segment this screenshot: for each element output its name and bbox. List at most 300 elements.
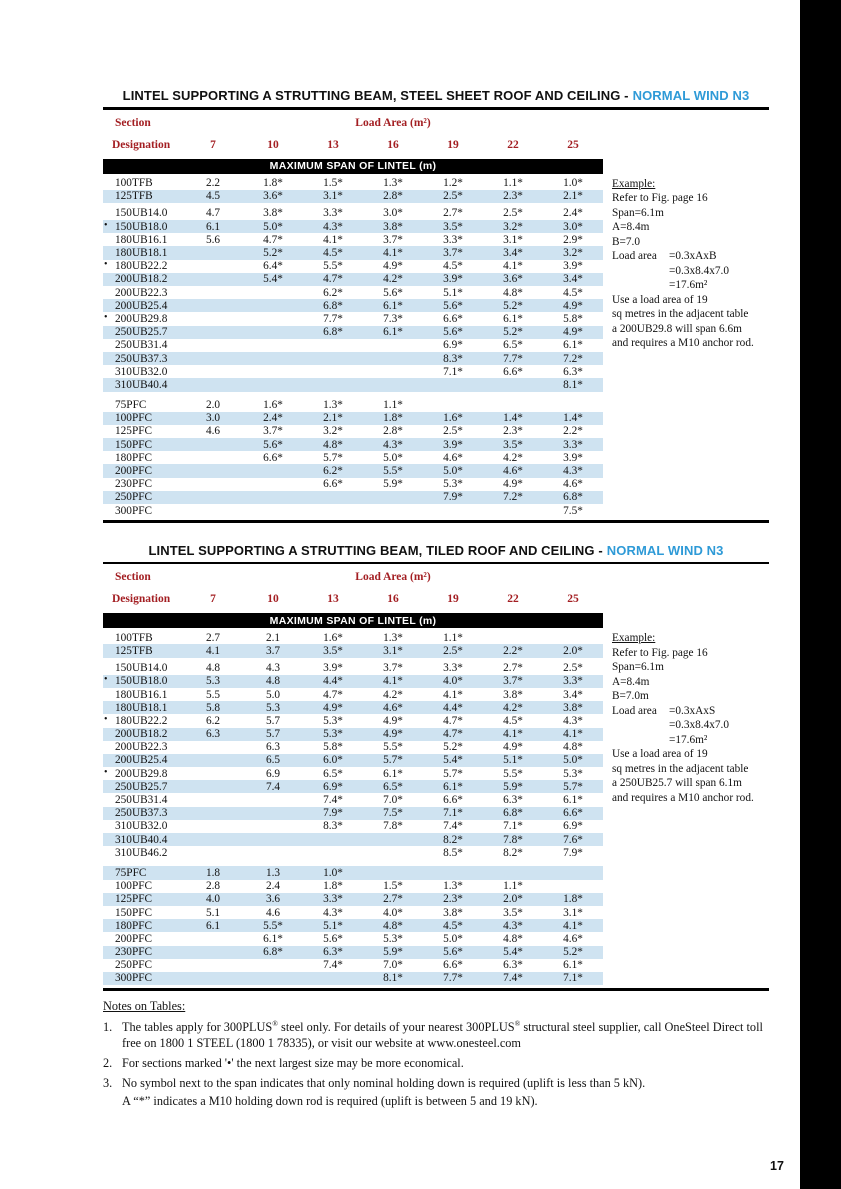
span-value-cell: 6.5*: [383, 780, 403, 793]
section-designation-cell: [103, 234, 183, 246]
span-value-cell: 3.9*: [563, 260, 583, 273]
section-name: 230PFC: [115, 478, 153, 491]
load-area-column-value: 7: [210, 593, 216, 606]
span-value-cell: 5.5*: [503, 767, 523, 780]
table-row: [103, 714, 603, 727]
span-value-cell: 4.6*: [443, 451, 463, 464]
section-name: 180UB22.2: [115, 260, 168, 273]
load-area-column-value: 19: [447, 138, 459, 151]
table-row: [103, 662, 603, 675]
span-value-cell: 6.5*: [503, 339, 523, 352]
span-value-cell: 5.3*: [443, 478, 463, 491]
span-value-cell: 4.4*: [323, 675, 343, 688]
span-value-cell: 3.3*: [563, 675, 583, 688]
note-number: 2.: [103, 1055, 113, 1070]
span-value-cell: 4.2*: [503, 701, 523, 714]
section-designation-cell: [103, 645, 183, 657]
span-value-cell: 5.5*: [263, 919, 283, 932]
table-row: [103, 866, 603, 879]
span-value-cell: 7.2*: [563, 352, 583, 365]
span-value-cell: 5.1: [205, 906, 221, 919]
span-value-cell: 6.8*: [503, 807, 523, 820]
section-name: 125TFB: [115, 190, 153, 203]
span-value-cell: 7.5*: [383, 807, 403, 820]
span-value-cell: 3.0*: [563, 220, 583, 233]
section-name: 150UB18.0: [115, 220, 168, 233]
section-designation-cell: [103, 820, 183, 832]
section-name: 310UB32.0: [115, 820, 168, 833]
span-value-cell: 5.5*: [383, 741, 403, 754]
section-name: 250UB31.4: [115, 794, 168, 807]
row-group: [103, 866, 769, 985]
span-value-cell: 2.8*: [383, 425, 403, 438]
table-row: [103, 299, 603, 312]
load-area-label: Load Area (m²): [355, 116, 431, 129]
span-value-cell: 1.5*: [383, 880, 403, 893]
table-row: [103, 754, 603, 767]
span-value-cell: 7.0*: [383, 794, 403, 807]
span-value-cell: 3.6*: [263, 190, 283, 203]
span-value-cell: 5.4*: [263, 273, 283, 286]
span-value-cell: 4.1: [205, 644, 221, 657]
span-value-cell: 1.5*: [323, 177, 343, 190]
span-value-cell: 5.3: [265, 701, 281, 714]
example-line: =0.3x8.4x7.0: [669, 264, 730, 277]
span-value-cell: 4.7*: [323, 688, 343, 701]
section-designation-cell: [103, 353, 183, 365]
table-row: [103, 491, 603, 504]
span-value-cell: 1.8*: [323, 880, 343, 893]
span-value-cell: 4.2*: [383, 273, 403, 286]
section-designation-cell: [103, 287, 183, 299]
span-value-cell: 8.2*: [443, 833, 463, 846]
section-designation-cell: [103, 247, 183, 259]
span-value-cell: 3.0: [205, 412, 221, 425]
section-column-label: Section: [115, 571, 151, 584]
span-value-cell: 4.6: [205, 425, 221, 438]
section-designation-cell: [103, 867, 183, 879]
table-row: [103, 675, 603, 688]
span-value-cell: 6.9*: [323, 780, 343, 793]
table-row: [103, 972, 603, 985]
table-title: [103, 543, 769, 558]
section-designation-cell: [103, 662, 183, 674]
section-designation-cell: [103, 632, 183, 644]
span-value-cell: 5.2*: [563, 946, 583, 959]
span-value-cell: 6.1*: [383, 299, 403, 312]
section-designation-cell: [103, 326, 183, 338]
span-value-cell: 5.0*: [383, 451, 403, 464]
section-name: 150UB18.0: [115, 675, 168, 688]
span-value-cell: 4.2*: [503, 451, 523, 464]
span-value-cell: 3.9*: [443, 273, 463, 286]
section-designation-cell: [103, 505, 183, 517]
span-value-cell: 3.5*: [443, 220, 463, 233]
table-row: [103, 286, 603, 299]
section-designation-cell: [103, 177, 183, 189]
example-line: B=7.0: [612, 235, 641, 248]
table-title-wind-label: NORMAL WIND N3: [606, 542, 724, 558]
span-value-cell: 5.6: [205, 233, 221, 246]
span-value-cell: 5.2*: [263, 247, 283, 260]
table-row: [103, 631, 603, 644]
section-name: 200UB18.2: [115, 273, 168, 286]
table-row: [103, 312, 603, 325]
economy-bullet-marker: •: [104, 766, 108, 778]
table-row: [103, 793, 603, 806]
span-value-cell: 3.9*: [443, 438, 463, 451]
span-value-cell: 3.2*: [323, 425, 343, 438]
table-row: [103, 932, 603, 945]
span-value-cell: 3.4*: [503, 247, 523, 260]
span-value-cell: 4.5*: [443, 260, 463, 273]
section-name: 180PFC: [115, 919, 153, 932]
example-line: =0.3x8.4x7.0: [669, 719, 730, 732]
span-value-cell: 5.6*: [323, 932, 343, 945]
span-value-cell: 2.0*: [503, 893, 523, 906]
span-value-cell: 5.0*: [563, 754, 583, 767]
table-row: [103, 906, 603, 919]
span-value-cell: 3.2*: [503, 220, 523, 233]
span-value-cell: 2.9*: [563, 233, 583, 246]
table-title-text: LINTEL SUPPORTING A STRUTTING BEAM, STEEL SHEET ROOF AND CEILING -: [122, 88, 629, 103]
table-row: [103, 425, 603, 438]
span-value-cell: 3.5*: [503, 906, 523, 919]
section-designation-cell: [103, 675, 183, 687]
section-name: 200PFC: [115, 465, 153, 478]
example-eq-label: Load area: [612, 250, 657, 262]
span-value-cell: 4.1*: [563, 728, 583, 741]
span-value-cell: 4.6: [265, 906, 281, 919]
load-area-columns: [183, 139, 603, 151]
page-number: 17: [770, 1159, 784, 1173]
span-value-cell: 1.3*: [443, 880, 463, 893]
section-name: 250UB25.7: [115, 780, 168, 793]
span-value-cell: 5.0: [265, 688, 281, 701]
span-value-cell: 5.6*: [443, 326, 463, 339]
span-value-cell: 1.8*: [383, 412, 403, 425]
span-value-cell: 4.5*: [323, 247, 343, 260]
span-value-cell: 6.1*: [503, 312, 523, 325]
table-row: [103, 339, 603, 352]
designation-column-label: Designation: [112, 138, 171, 151]
section-designation-cell: [103, 794, 183, 806]
span-value-cell: 4.8*: [383, 919, 403, 932]
section-name: 75PFC: [115, 866, 147, 879]
section-name: 310UB40.4: [115, 378, 168, 391]
span-value-cell: 7.9*: [323, 807, 343, 820]
table-row: [103, 833, 603, 846]
section-name: 100PFC: [115, 880, 153, 893]
span-value-cell: 7.2*: [503, 491, 523, 504]
span-value-cell: 6.5*: [323, 767, 343, 780]
span-value-cell: 7.1*: [443, 365, 463, 378]
span-value-cell: 5.5: [205, 688, 221, 701]
span-value-cell: 6.8*: [263, 946, 283, 959]
section-designation-cell: [103, 313, 183, 325]
span-value-cell: 6.8*: [323, 299, 343, 312]
span-value-cell: 3.7*: [383, 233, 403, 246]
span-value-cell: 4.6*: [383, 701, 403, 714]
section-designation-cell: [103, 366, 183, 378]
span-value-cell: 4.9*: [563, 326, 583, 339]
span-value-cell: 4.5*: [503, 714, 523, 727]
section-name: 180UB18.1: [115, 701, 168, 714]
span-value-cell: 3.7*: [443, 247, 463, 260]
page-content: [103, 88, 769, 1113]
span-value-cell: 6.0*: [323, 754, 343, 767]
span-value-cell: 6.3*: [503, 959, 523, 972]
example-line: A=8.4m: [612, 675, 650, 688]
section-designation-cell: [103, 339, 183, 351]
span-value-cell: 6.6*: [443, 312, 463, 325]
table-rows: [103, 174, 769, 518]
span-value-cell: 6.6*: [503, 365, 523, 378]
span-value-cell: 4.0*: [443, 675, 463, 688]
span-value-cell: 7.5*: [563, 504, 583, 517]
example-line: a 250UB25.7 will span 6.1m: [612, 777, 742, 790]
example-line: Refer to Fig. page 16: [612, 646, 708, 659]
span-value-cell: 6.6*: [443, 959, 463, 972]
span-value-cell: 6.1*: [263, 932, 283, 945]
span-value-cell: 1.8*: [263, 177, 283, 190]
table-row: [103, 728, 603, 741]
section-designation-cell: [103, 933, 183, 945]
table-row: [103, 365, 603, 378]
table-row: [103, 946, 603, 959]
span-value-cell: 4.8: [265, 675, 281, 688]
table-row: [103, 880, 603, 893]
span-value-cell: 5.7*: [443, 767, 463, 780]
economy-bullet-marker: •: [104, 674, 108, 686]
span-value-cell: 4.1*: [503, 728, 523, 741]
section-name: 250UB37.3: [115, 807, 168, 820]
section-name: 150PFC: [115, 906, 153, 919]
section-designation-cell: [103, 221, 183, 233]
table-row: [103, 260, 603, 273]
section-name: 180UB16.1: [115, 688, 168, 701]
span-value-cell: 3.3*: [323, 207, 343, 220]
span-value-cell: 1.1*: [503, 177, 523, 190]
span-value-cell: 3.9*: [323, 662, 343, 675]
example-eq-label: Load area: [612, 704, 657, 717]
span-value-cell: 5.3: [205, 675, 221, 688]
table-row: [103, 846, 603, 859]
section-name: 180UB16.1: [115, 233, 168, 246]
load-area-column-value: 10: [267, 593, 279, 606]
example-block: [612, 631, 797, 805]
section-designation-cell: [103, 834, 183, 846]
example-heading: Example:: [612, 177, 656, 190]
example-line: and requires a M10 anchor rod.: [612, 791, 754, 804]
span-value-cell: 2.4: [265, 880, 281, 893]
span-value-cell: 5.6*: [443, 946, 463, 959]
span-value-cell: 2.5*: [503, 207, 523, 220]
span-value-cell: 2.7: [205, 631, 221, 644]
span-value-cell: 6.1: [205, 220, 221, 233]
span-value-cell: 4.9*: [383, 714, 403, 727]
section-designation-cell: [103, 847, 183, 859]
section-designation-cell: [103, 439, 183, 451]
span-value-cell: 1.4*: [503, 412, 523, 425]
table-steel-sheet-roof: [103, 88, 769, 523]
example-line: Load area =0.3xAxB: [612, 250, 717, 262]
span-value-cell: 6.6*: [323, 478, 343, 491]
span-value-cell: 4.0*: [383, 906, 403, 919]
section-name: 230PFC: [115, 946, 153, 959]
span-value-cell: 2.8*: [383, 190, 403, 203]
span-value-cell: 7.4*: [323, 959, 343, 972]
example-line: Use a load area of 19: [612, 293, 708, 306]
span-value-cell: 3.3*: [443, 662, 463, 675]
span-value-cell: 3.8*: [563, 701, 583, 714]
span-value-cell: 6.1*: [563, 339, 583, 352]
span-value-cell: 1.1*: [443, 631, 463, 644]
section-designation-cell: [103, 754, 183, 766]
span-value-cell: 4.7*: [323, 273, 343, 286]
table-row: [103, 451, 603, 464]
span-value-cell: 7.8*: [383, 820, 403, 833]
span-value-cell: 5.2*: [503, 299, 523, 312]
span-value-cell: 8.1*: [563, 378, 583, 391]
table-row: [103, 780, 603, 793]
example-line: A=8.4m: [612, 221, 650, 233]
span-value-cell: 3.7*: [503, 675, 523, 688]
span-value-cell: 5.7: [265, 728, 281, 741]
span-value-cell: 6.2*: [323, 465, 343, 478]
span-value-cell: 4.9*: [503, 478, 523, 491]
span-value-cell: 4.1*: [503, 260, 523, 273]
span-value-cell: 4.6*: [563, 478, 583, 491]
span-value-cell: 4.1*: [563, 919, 583, 932]
span-value-cell: 8.3*: [323, 820, 343, 833]
table-row: [103, 326, 603, 339]
economy-bullet-marker: •: [104, 311, 108, 323]
table-rows: [103, 628, 769, 985]
span-value-cell: 4.3: [265, 662, 281, 675]
span-value-cell: 1.8: [205, 866, 221, 879]
span-value-cell: 6.6*: [563, 807, 583, 820]
span-value-cell: 7.7*: [443, 972, 463, 985]
span-value-cell: 4.5*: [443, 919, 463, 932]
example-line: =17.6m²: [669, 279, 708, 291]
note-text: For sections marked '•' the next largest size may be more economical.: [122, 1055, 464, 1070]
span-value-cell: 3.1*: [383, 644, 403, 657]
span-value-cell: 3.1*: [323, 190, 343, 203]
span-value-cell: 1.3*: [383, 631, 403, 644]
span-value-cell: 7.0*: [383, 959, 403, 972]
section-designation-cell: [103, 452, 183, 464]
section-designation-cell: [103, 893, 183, 905]
span-value-cell: 4.1*: [443, 688, 463, 701]
table-row: [103, 767, 603, 780]
economy-bullet-marker: •: [104, 713, 108, 725]
span-value-cell: 3.4*: [563, 688, 583, 701]
span-value-cell: 4.9*: [383, 260, 403, 273]
section-name: 125TFB: [115, 644, 153, 657]
load-area-column-value: 22: [507, 138, 519, 151]
span-value-cell: 6.5: [265, 754, 281, 767]
span-value-cell: 2.7*: [503, 662, 523, 675]
note-subtext: A “*” indicates a M10 holding down rod is required (uplift is between 5 and 19 kN).: [122, 1093, 538, 1108]
section-designation-cell: [103, 190, 183, 202]
load-area-column-value: 16: [387, 593, 399, 606]
table-title: [103, 88, 769, 103]
span-value-cell: 6.3*: [503, 794, 523, 807]
section-name: 125PFC: [115, 893, 153, 906]
load-area-column-value: 10: [267, 138, 279, 151]
span-value-cell: 8.5*: [443, 846, 463, 859]
span-value-cell: 3.5*: [503, 438, 523, 451]
span-value-cell: 3.0*: [383, 207, 403, 220]
span-value-cell: 3.8*: [443, 906, 463, 919]
span-value-cell: 4.8*: [323, 438, 343, 451]
span-value-cell: 3.9*: [563, 451, 583, 464]
span-value-cell: 6.6*: [263, 451, 283, 464]
table-row: [103, 701, 603, 714]
section-name: 200UB25.4: [115, 299, 168, 312]
table-row: [103, 820, 603, 833]
section-name: 150PFC: [115, 438, 153, 451]
span-value-cell: 4.6*: [563, 932, 583, 945]
span-value-cell: 5.7: [265, 714, 281, 727]
table-row: [103, 688, 603, 701]
span-value-cell: 5.9*: [383, 946, 403, 959]
designation-column-label: Designation: [112, 593, 171, 606]
span-value-cell: 3.4*: [563, 273, 583, 286]
span-value-cell: 7.9*: [563, 846, 583, 859]
note-number: 3.: [103, 1075, 113, 1090]
table-row: [103, 464, 603, 477]
section-name: 200UB29.8: [115, 312, 168, 325]
example-line: a 200UB29.8 will span 6.6m: [612, 322, 742, 335]
span-value-cell: 5.5*: [323, 260, 343, 273]
span-value-cell: 8.3*: [443, 352, 463, 365]
table-tiled-roof: [103, 543, 769, 991]
span-value-cell: 4.8*: [503, 286, 523, 299]
load-area-column-value: 13: [327, 593, 339, 606]
span-value-cell: 4.4*: [443, 701, 463, 714]
table-header: [103, 564, 769, 613]
example-line: sq metres in the adjacent table: [612, 308, 749, 320]
example-line: =17.6m²: [669, 733, 708, 746]
span-value-cell: 8.2*: [503, 846, 523, 859]
span-value-cell: 1.4*: [563, 412, 583, 425]
span-value-cell: 4.8*: [563, 741, 583, 754]
section-name: 100TFB: [115, 177, 153, 190]
span-value-cell: 4.2*: [383, 688, 403, 701]
span-value-cell: 1.3*: [383, 177, 403, 190]
table-row: [103, 246, 603, 259]
span-value-cell: 5.9*: [383, 478, 403, 491]
span-value-cell: 7.1*: [503, 820, 523, 833]
span-value-cell: 5.7*: [383, 754, 403, 767]
table-row: [103, 220, 603, 233]
registered-symbol: ®: [272, 1018, 278, 1028]
section-designation-cell: [103, 465, 183, 477]
span-value-cell: 7.3*: [383, 312, 403, 325]
section-designation-cell: [103, 260, 183, 272]
span-value-cell: 6.1*: [563, 959, 583, 972]
section-designation-cell: [103, 379, 183, 391]
span-value-cell: 6.1: [205, 919, 221, 932]
span-value-cell: 2.2*: [503, 644, 523, 657]
span-value-cell: 6.6*: [443, 794, 463, 807]
span-value-cell: 1.8*: [563, 893, 583, 906]
span-value-cell: 4.8: [205, 662, 221, 675]
span-value-cell: 5.4*: [443, 754, 463, 767]
section-designation-cell: [103, 412, 183, 424]
